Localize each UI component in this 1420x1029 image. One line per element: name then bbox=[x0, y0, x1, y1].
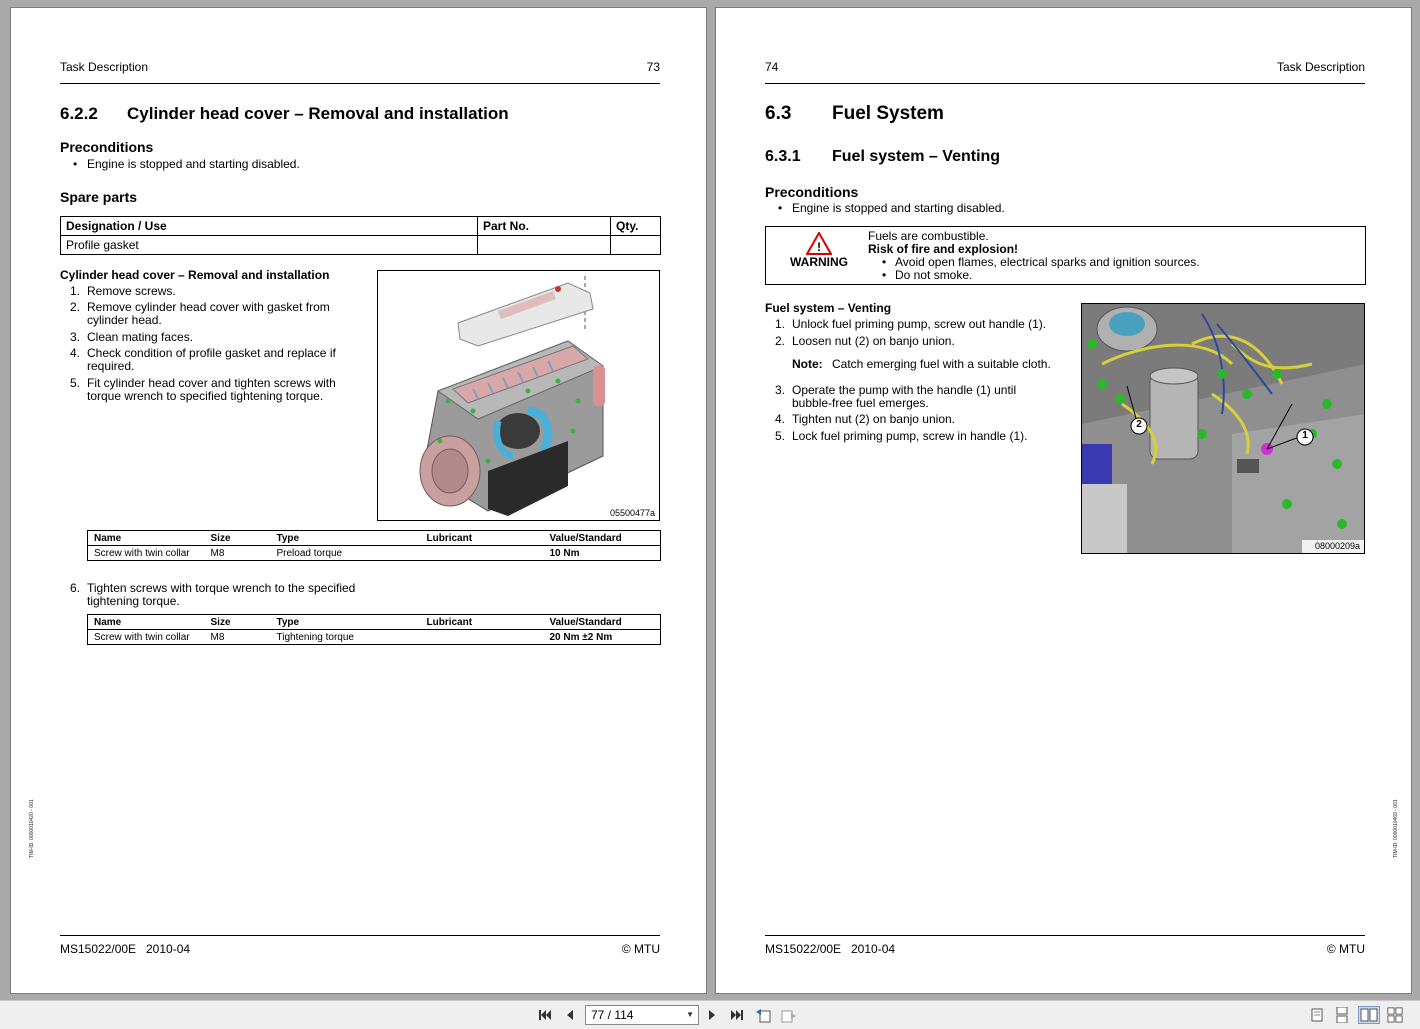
chevron-down-icon[interactable]: ▼ bbox=[686, 1010, 694, 1019]
spare-parts-table bbox=[60, 216, 661, 255]
first-page-icon[interactable] bbox=[537, 1007, 553, 1023]
bullet: • bbox=[882, 268, 887, 282]
bullet: • bbox=[882, 255, 887, 269]
procedure-heading: Cylinder head cover – Removal and installation bbox=[60, 268, 330, 282]
footer-date: 2010-04 bbox=[851, 942, 896, 956]
single-page-view-icon[interactable] bbox=[1309, 1007, 1325, 1023]
footer-rule bbox=[765, 935, 1365, 936]
list-item: 5. Fit cylinder head cover and tighten screws with torque wrench to specified tightening torque. bbox=[69, 376, 336, 403]
list-item: 2. Loosen nut (2) on banjo union. bbox=[774, 334, 955, 348]
continuous-view-icon[interactable] bbox=[1334, 1007, 1350, 1023]
list-item: 1. Remove screws. bbox=[69, 284, 176, 298]
table-header-row bbox=[61, 217, 661, 236]
warning-line-2: Risk of fire and explosion! bbox=[868, 242, 1019, 256]
fuel-system-figure bbox=[1081, 303, 1365, 554]
section-number: 6.2.2 bbox=[60, 104, 98, 123]
list-item: 2. Remove cylinder head cover with gasket from cylinder head. bbox=[69, 300, 330, 327]
note-text: Catch emerging fuel with a suitable cloth. bbox=[832, 357, 1051, 371]
procedure-steps bbox=[60, 285, 360, 407]
header-page-number: 73 bbox=[646, 60, 660, 74]
page-74 bbox=[715, 7, 1412, 994]
fuel-system-illustration bbox=[1082, 304, 1365, 554]
side-code: TIM-ID: 0000010420 - 001 bbox=[29, 799, 35, 858]
preconditions-heading: Preconditions bbox=[60, 139, 154, 155]
list-item: 3. Operate the pump with the handle (1) until bubble-free fuel emerges. bbox=[774, 383, 1017, 410]
header-page-number: 74 bbox=[765, 60, 779, 74]
callout-1: 1 bbox=[1302, 430, 1308, 441]
list-item: 6. Tighten screws with torque wrench to the specified tightening torque. bbox=[69, 581, 356, 608]
section-title: Fuel system – Venting bbox=[832, 148, 1001, 165]
table-header-row: Name Size Type Lubricant Value/Standard bbox=[88, 615, 661, 630]
col-designation: Designation / Use bbox=[61, 217, 478, 236]
precondition-item: Engine is stopped and starting disabled. bbox=[87, 157, 300, 171]
last-page-icon[interactable] bbox=[729, 1007, 745, 1023]
torque-table-tightening bbox=[87, 614, 661, 645]
navigation-toolbar bbox=[0, 1000, 1420, 1029]
facing-view-icon[interactable] bbox=[1358, 1006, 1380, 1024]
footer-copyright: © MTU bbox=[621, 942, 660, 956]
header-left: Task Description bbox=[60, 60, 149, 74]
list-item: 3. Clean mating faces. bbox=[69, 330, 194, 344]
col-qty: Qty. bbox=[611, 217, 661, 236]
side-code: TIM-ID: 0000010469 - 001 bbox=[1393, 799, 1399, 858]
list-item: 5. Lock fuel priming pump, screw in handle (1). bbox=[774, 429, 1028, 443]
figure-id: 05500477a bbox=[609, 508, 655, 518]
footer-date: 2010-04 bbox=[146, 942, 191, 956]
footer-doc: MS15022/00E bbox=[765, 942, 842, 956]
list-item: 1. Unlock fuel priming pump, screw out handle (1). bbox=[774, 317, 1047, 331]
table-header-row: Name Size Type Lubricant Value/Standard bbox=[88, 531, 661, 546]
page-indicator: 77 / 114 bbox=[591, 1008, 634, 1022]
preconditions-heading: Preconditions bbox=[765, 184, 859, 200]
warning-box bbox=[765, 226, 1366, 285]
section-title: Cylinder head cover – Removal and installation bbox=[127, 104, 509, 123]
page-number-input[interactable] bbox=[585, 1005, 699, 1025]
procedure-heading: Fuel system – Venting bbox=[765, 301, 892, 315]
footer-copyright: © MTU bbox=[1326, 942, 1365, 956]
section-number: 6.3.1 bbox=[765, 148, 801, 165]
list-item: 4. Check condition of profile gasket and replace if required. bbox=[69, 346, 336, 373]
warning-triangle-icon bbox=[806, 232, 832, 255]
list-item: 4. Tighten nut (2) on banjo union. bbox=[774, 412, 956, 426]
callout-2: 2 bbox=[1136, 419, 1142, 430]
warning-label: WARNING bbox=[790, 255, 848, 269]
warning-line-1: Fuels are combustible. bbox=[868, 229, 989, 243]
warning-bullet-2: Do not smoke. bbox=[895, 268, 973, 282]
go-back-icon[interactable] bbox=[755, 1007, 771, 1023]
warning-bullet-1: Avoid open flames, electrical sparks and ignition sources. bbox=[895, 255, 1200, 269]
figure-id: 08000209a bbox=[1314, 541, 1360, 551]
cell-part-no bbox=[478, 236, 611, 255]
cell-designation: Profile gasket bbox=[61, 236, 478, 255]
col-part-no: Part No. bbox=[478, 217, 611, 236]
chapter-title: Fuel System bbox=[832, 103, 944, 124]
bullet: • bbox=[778, 201, 783, 215]
table-row bbox=[61, 236, 661, 255]
footer-rule bbox=[60, 935, 660, 936]
table-row: Screw with twin collar M8 Preload torque 10 Nm bbox=[94, 547, 580, 559]
engine-figure bbox=[377, 270, 660, 521]
torque-table-preload bbox=[87, 530, 661, 561]
header-rule bbox=[60, 83, 660, 84]
footer-doc: MS15022/00E bbox=[60, 942, 137, 956]
engine-illustration bbox=[378, 271, 660, 521]
svg-text:!: ! bbox=[817, 240, 821, 254]
go-forward-icon[interactable] bbox=[781, 1007, 797, 1023]
table-row: Screw with twin collar M8 Tightening torque 20 Nm ±2 Nm bbox=[94, 631, 613, 643]
procedure-steps-a bbox=[765, 318, 1065, 352]
note-label: Note: bbox=[792, 357, 823, 371]
continuous-facing-view-icon[interactable] bbox=[1387, 1007, 1403, 1023]
header-rule bbox=[765, 83, 1365, 84]
procedure-steps-b bbox=[765, 384, 1065, 447]
next-page-icon[interactable] bbox=[704, 1007, 720, 1023]
bullet: • bbox=[73, 157, 78, 171]
page-73 bbox=[10, 7, 707, 994]
header-right: Task Description bbox=[1276, 60, 1365, 74]
spare-parts-heading: Spare parts bbox=[60, 189, 138, 205]
chapter-number: 6.3 bbox=[765, 103, 792, 124]
prev-page-icon[interactable] bbox=[562, 1007, 578, 1023]
cell-qty bbox=[611, 236, 661, 255]
precondition-item: Engine is stopped and starting disabled. bbox=[792, 201, 1005, 215]
